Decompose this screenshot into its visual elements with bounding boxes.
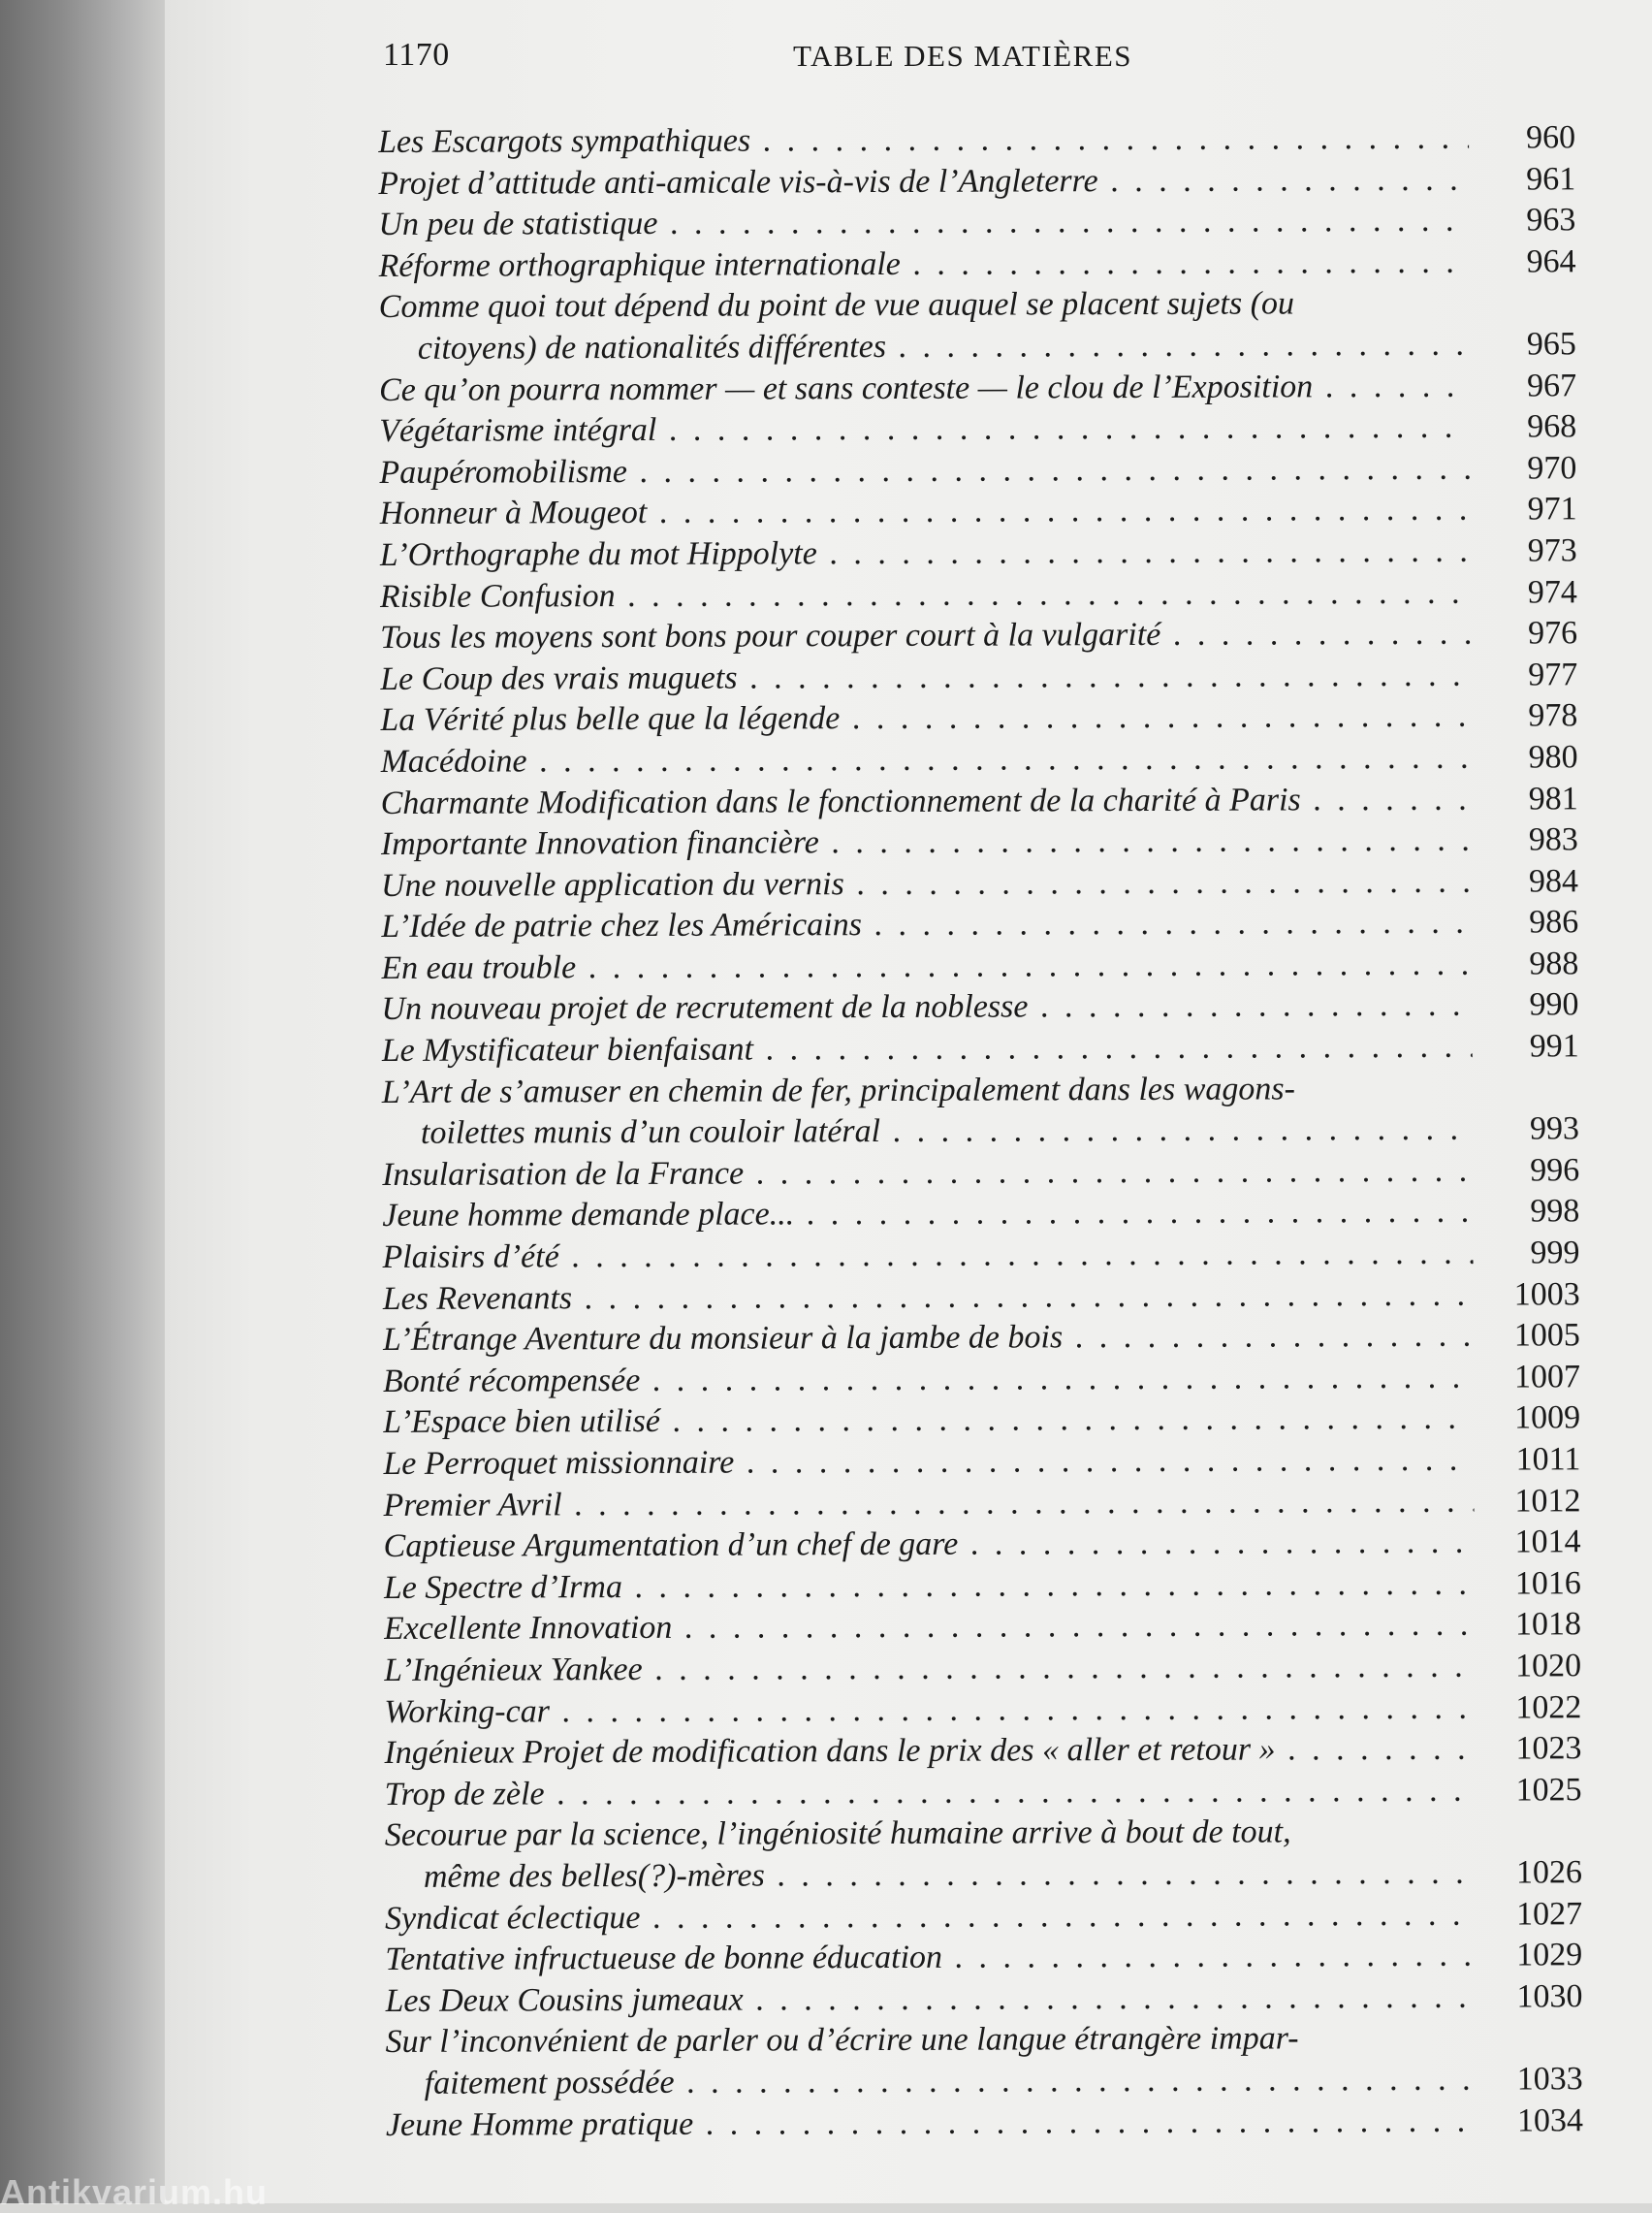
entry-title: Réforme orthographique internationale . . .	[378, 241, 1469, 287]
entry-title: Le Perroquet missionnaire . . .	[383, 1440, 1474, 1486]
entry-page: 961	[1526, 160, 1576, 198]
entry-page: 1009	[1514, 1399, 1581, 1436]
entry-page: 963	[1526, 202, 1576, 239]
entry-title: Importante Innovation financière . . .	[381, 820, 1472, 866]
toc-entry	[381, 861, 1578, 907]
entry-title: Les Escargots sympathiques . . .	[378, 118, 1469, 164]
entry-page: 990	[1529, 986, 1579, 1023]
entry-title-line1: Comme quoi tout dépend du point de vue auquel se placent sujets (ou	[378, 285, 1295, 326]
toc-entry	[385, 1935, 1582, 1980]
entry-page: 983	[1528, 821, 1578, 858]
entry-page: 960	[1525, 119, 1576, 156]
page-number: 1170	[383, 37, 450, 73]
entry-page: 998	[1530, 1193, 1580, 1230]
toc-entry	[379, 490, 1576, 535]
entry-page: 973	[1527, 532, 1577, 569]
entry-title: Jeune Homme pratique . . .	[386, 2101, 1477, 2146]
entry-title: L’Idée de patrie chez les Américains . . .	[381, 903, 1472, 948]
entry-title: Excellente Innovation . . .	[384, 1605, 1475, 1651]
entry-title: Une nouvelle application du vernis . . .	[381, 861, 1472, 907]
entry-page: 971	[1527, 491, 1577, 528]
toc-entry	[383, 1481, 1580, 1526]
entry-page: 1005	[1513, 1317, 1580, 1354]
entry-page: 1026	[1515, 1854, 1583, 1891]
entry-page: 1030	[1516, 1977, 1583, 2015]
running-head: TABLE DES MATIÈRES	[793, 39, 1133, 73]
entry-title: L’Orthographe du mot Hippolyte . . .	[380, 531, 1471, 577]
entry-page: 1023	[1515, 1730, 1582, 1767]
entry-title: Captieuse Argumentation d’un chef de gare . . .	[384, 1523, 1475, 1568]
entry-title: Tous les moyens sont bons pour couper court à la vulgarité . . .	[380, 614, 1471, 659]
toc-entry	[380, 737, 1577, 783]
toc-entry	[385, 1894, 1582, 1940]
book-gutter-shadow	[0, 0, 170, 2203]
toc-entry	[381, 985, 1578, 1031]
entry-page: 1011	[1515, 1441, 1581, 1478]
page-header	[383, 37, 1571, 85]
toc-entry	[385, 1770, 1582, 1815]
entry-page: 1014	[1514, 1523, 1581, 1560]
entry-title: Tentative infructueuse de bonne éducation . . .	[385, 1936, 1476, 1981]
watermark: Antikvarium.hu	[0, 2172, 269, 2212]
entry-page: 978	[1528, 697, 1578, 734]
entry-page: 984	[1528, 862, 1579, 900]
entry-title: Macédoine . . .	[380, 738, 1471, 784]
entry-page: 1025	[1515, 1771, 1582, 1809]
entry-page: 977	[1528, 656, 1578, 693]
entry-title: Un peu de statistique . . .	[378, 201, 1469, 246]
toc-entry	[378, 241, 1575, 287]
toc-entry	[381, 903, 1578, 948]
toc-entry	[378, 159, 1575, 205]
entry-page: 1003	[1513, 1275, 1580, 1313]
entry-page: 980	[1528, 739, 1578, 776]
entry-page: 1034	[1516, 2101, 1583, 2139]
entry-page: 988	[1529, 946, 1579, 982]
toc-entry	[379, 448, 1576, 494]
entry-page: 967	[1526, 367, 1577, 404]
entry-title: L’Espace bien utilisé . . .	[383, 1398, 1474, 1444]
entry-title: Premier Avril . . .	[383, 1481, 1474, 1526]
entry-page: 970	[1527, 450, 1577, 487]
entry-page: 996	[1530, 1152, 1580, 1189]
entry-page: 964	[1526, 243, 1576, 280]
entry-title: Charmante Modification dans le fonctionnement de la charité à Paris . . .	[381, 779, 1472, 824]
toc-entry	[379, 283, 1576, 370]
toc-entry	[379, 406, 1576, 452]
toc-entry	[379, 366, 1576, 411]
entry-title: Trop de zèle . . .	[385, 1770, 1476, 1815]
toc-entry	[384, 1687, 1581, 1733]
entry-page: 986	[1529, 904, 1579, 941]
toc-entry	[380, 696, 1577, 742]
entry-title-line1: L’Art de s’amuser en chemin de fer, principalement dans les wagons-	[381, 1071, 1296, 1110]
toc-entry	[383, 1357, 1580, 1402]
entry-title: La Vérité plus belle que la légende . . .	[380, 696, 1471, 742]
toc-entry	[383, 1398, 1580, 1444]
entry-title: Risible Confusion . . .	[380, 572, 1471, 618]
entry-title: En eau trouble . . .	[381, 945, 1472, 990]
toc-entry	[382, 1150, 1579, 1196]
table-of-contents	[378, 117, 1583, 2146]
entry-title: Ce qu’on pourra nommer — et sans conteste — le clou de l’Exposition . . .	[379, 366, 1470, 411]
entry-page: 991	[1529, 1028, 1579, 1065]
toc-entry	[380, 613, 1577, 658]
entry-title: Les Deux Cousins jumeaux . . .	[385, 1976, 1476, 2022]
entry-page: 1022	[1515, 1688, 1582, 1726]
toc-entry	[378, 117, 1575, 163]
toc-entry	[382, 1068, 1579, 1155]
entry-page: 999	[1530, 1235, 1580, 1271]
entry-title: Le Mystificateur bienfaisant . . .	[382, 1027, 1473, 1073]
entry-title-line1: Sur l’inconvénient de parler ou d’écrire une langue étrangère impar-	[385, 2020, 1299, 2061]
toc-entry	[381, 779, 1578, 824]
toc-entry	[382, 1233, 1579, 1278]
entry-title: L’Étrange Aventure du monsieur à la jambe de bois . . .	[383, 1316, 1474, 1362]
entry-page: 1007	[1513, 1359, 1581, 1395]
toc-entry	[384, 1563, 1581, 1609]
entry-page: 965	[1526, 326, 1576, 363]
entry-title: Le Coup des vrais muguets . . .	[380, 655, 1471, 700]
toc-entry	[386, 2101, 1583, 2146]
entry-title: Paupéromobilisme . . .	[379, 448, 1470, 494]
toc-entry	[384, 1646, 1581, 1691]
entry-page: 981	[1528, 780, 1578, 817]
entry-title: Le Spectre d’Irma . . .	[384, 1563, 1475, 1609]
entry-title: Un nouveau projet de recrutement de la noblesse . . .	[381, 985, 1472, 1031]
entry-page: 1012	[1514, 1482, 1581, 1520]
toc-entry	[381, 819, 1578, 865]
entry-title: Syndicat éclectique . . .	[385, 1894, 1476, 1940]
entry-page: 1029	[1516, 1937, 1583, 1973]
entry-page: 1018	[1514, 1606, 1582, 1643]
entry-page: 1020	[1515, 1648, 1582, 1684]
toc-entry	[384, 1522, 1581, 1567]
entry-title: L’Ingénieux Yankee . . .	[384, 1647, 1475, 1692]
toc-entry	[382, 1192, 1579, 1237]
toc-entry	[384, 1605, 1581, 1651]
entry-page: 993	[1529, 1110, 1580, 1147]
entry-title-line2: faitement possédée . . .	[386, 2060, 1477, 2105]
entry-title: Honneur à Mougeot . . .	[379, 490, 1470, 535]
entry-title-line1: Secourue par la science, l’ingéniosité humaine arrive à bout de tout,	[384, 1813, 1291, 1854]
toc-entry	[383, 1274, 1580, 1320]
toc-entry	[380, 572, 1577, 618]
toc-entry	[383, 1439, 1580, 1485]
toc-entry	[383, 1315, 1580, 1361]
entry-page: 974	[1527, 573, 1577, 610]
entry-page: 968	[1527, 408, 1577, 445]
entry-title: Projet d’attitude anti-amicale vis-à-vis de l’Angleterre . . .	[378, 159, 1469, 205]
entry-page: 1033	[1516, 2061, 1583, 2098]
entry-title-line2: même des belles(?)-mères . . .	[385, 1853, 1476, 1899]
toc-entry	[380, 530, 1577, 576]
entry-title: Working-car . . .	[384, 1687, 1475, 1733]
entry-page: 1027	[1516, 1895, 1583, 1933]
entry-title-line2: toilettes munis d’un couloir latéral . . .	[382, 1109, 1473, 1155]
toc-entry	[382, 1026, 1579, 1072]
toc-entry	[386, 2018, 1583, 2105]
entry-title: Bonté récompensée . . .	[383, 1357, 1474, 1402]
entry-title: Insularisation de la France . . .	[382, 1151, 1473, 1197]
entry-page: 976	[1527, 615, 1578, 652]
entry-page: 1016	[1514, 1565, 1581, 1602]
entry-title: Les Revenants . . .	[383, 1274, 1474, 1320]
toc-entry	[380, 655, 1577, 700]
entry-title: Ingénieux Projet de modification dans le prix des « aller et retour » . . .	[384, 1729, 1475, 1775]
toc-entry	[378, 200, 1575, 245]
toc-entry	[385, 1812, 1582, 1899]
entry-title: Jeune homme demande place... . . .	[382, 1192, 1473, 1237]
toc-entry	[381, 944, 1578, 989]
toc-entry	[385, 1976, 1582, 2022]
entry-title-line2: citoyens) de nationalités différentes . . .	[379, 325, 1470, 370]
entry-title: Végétarisme intégral . . .	[379, 407, 1470, 453]
entry-title: Plaisirs d’été . . .	[382, 1234, 1473, 1279]
toc-entry	[384, 1728, 1581, 1774]
